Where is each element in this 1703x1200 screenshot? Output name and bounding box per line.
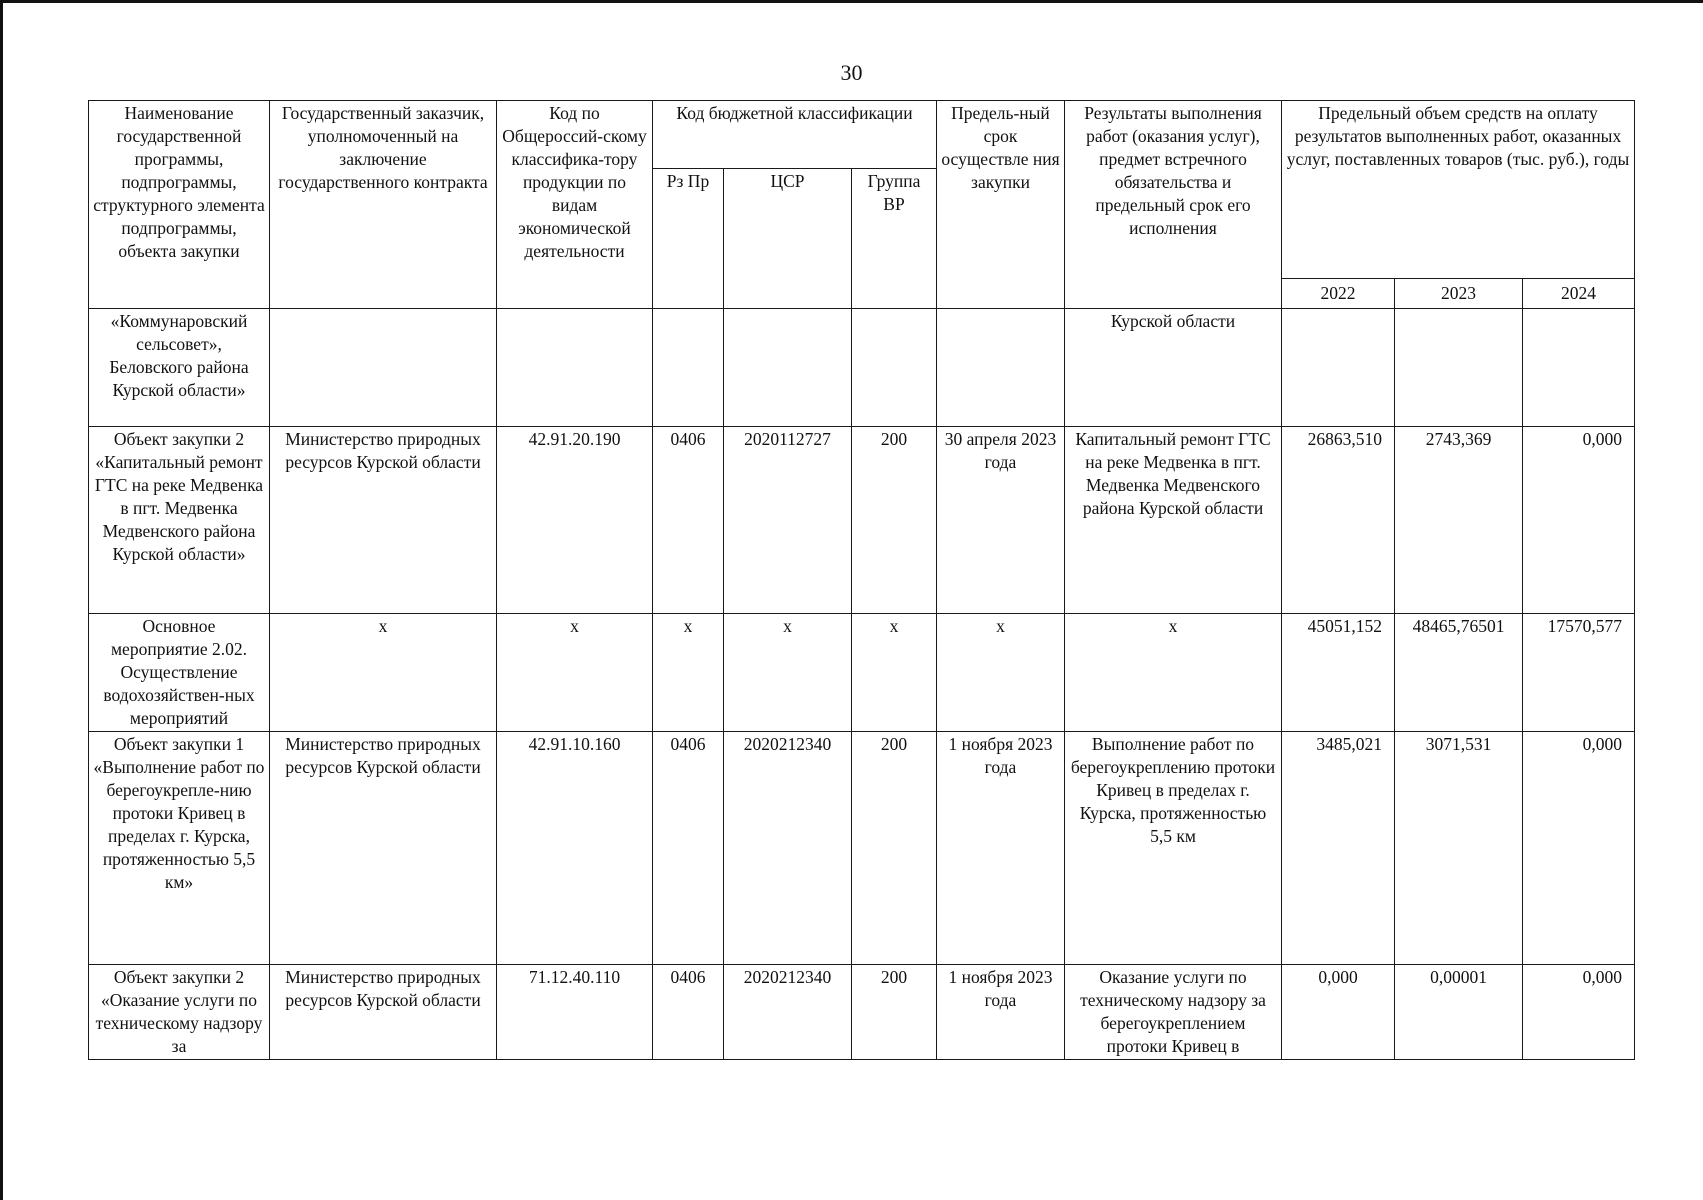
header-csr: ЦСР	[724, 169, 852, 309]
cell-okpd	[497, 309, 653, 427]
cell-name: «Коммунаровский сельсовет», Беловского района Курской области»	[89, 309, 270, 427]
cell-2024: 0,000	[1523, 732, 1635, 965]
table-row	[89, 732, 1635, 965]
cell-okpd: х	[497, 614, 653, 732]
cell-name: Основное мероприятие 2.02. Осуществление водохозяйствен-ных мероприятий	[89, 614, 270, 732]
header-name: Наименование государственной программы, подпрограммы, структурного элемента подпрограммы, объекта закупки	[89, 101, 270, 309]
cell-2022: 3485,021	[1282, 732, 1395, 965]
cell-2023: 0,00001	[1395, 965, 1523, 1060]
cell-2023: 48465,76501	[1395, 614, 1523, 732]
table-row	[89, 614, 1635, 732]
cell-2024: 17570,577	[1523, 614, 1635, 732]
cell-vr: 200	[852, 732, 937, 965]
table-row	[89, 309, 1635, 427]
cell-deadline: 30 апреля 2023 года	[937, 427, 1065, 614]
cell-results: Выполнение работ по берегоукреплению протоки Кривец в пределах г. Курска, протяженностью 5,5 км	[1065, 732, 1282, 965]
cell-vr: 200	[852, 965, 937, 1060]
cell-deadline	[937, 309, 1065, 427]
cell-okpd: 42.91.10.160	[497, 732, 653, 965]
cell-2024	[1523, 309, 1635, 427]
cell-rzpr: 0406	[653, 732, 724, 965]
cell-2022	[1282, 309, 1395, 427]
header-rzpr: Рз Пр	[653, 169, 724, 309]
cell-customer: Министерство природных ресурсов Курской области	[270, 427, 497, 614]
cell-rzpr: х	[653, 614, 724, 732]
cell-2022: 45051,152	[1282, 614, 1395, 732]
cell-2023: 3071,531	[1395, 732, 1523, 965]
cell-name: Объект закупки 1 «Выполнение работ по берегоукрепле-нию протоки Кривец в пределах г. Курска, протяженностью 5,5 км»	[89, 732, 270, 965]
header-customer: Государственный заказчик, уполномоченный на заключение государственного контракта	[270, 101, 497, 309]
scan-border-left	[0, 0, 3, 1200]
cell-2023	[1395, 309, 1523, 427]
procurement-table	[88, 100, 1635, 1060]
cell-customer	[270, 309, 497, 427]
cell-name: Объект закупки 2 «Капитальный ремонт ГТС на реке Медвенка в пгт. Медвенка Медвенского района Курской области»	[89, 427, 270, 614]
cell-results: Капитальный ремонт ГТС на реке Медвенка в пгт. Медвенка Медвенского района Курской области	[1065, 427, 1282, 614]
cell-deadline: 1 ноября 2023 года	[937, 965, 1065, 1060]
header-okpd: Код по Общероссий-скому классифика-тору продукции по видам экономической деятельности	[497, 101, 653, 309]
cell-rzpr: 0406	[653, 965, 724, 1060]
cell-csr: 2020112727	[724, 427, 852, 614]
header-year-2024: 2024	[1523, 279, 1635, 309]
cell-okpd: 42.91.20.190	[497, 427, 653, 614]
cell-results: х	[1065, 614, 1282, 732]
scan-border-top	[0, 0, 1703, 3]
cell-csr: 2020212340	[724, 965, 852, 1060]
cell-csr: 2020212340	[724, 732, 852, 965]
cell-okpd: 71.12.40.110	[497, 965, 653, 1060]
cell-vr	[852, 309, 937, 427]
cell-2024: 0,000	[1523, 965, 1635, 1060]
cell-deadline: х	[937, 614, 1065, 732]
cell-customer: Министерство природных ресурсов Курской области	[270, 965, 497, 1060]
header-results: Результаты выполнения работ (оказания услуг), предмет встречного обязательства и предельный срок его исполнения	[1065, 101, 1282, 309]
cell-customer: х	[270, 614, 497, 732]
table-row	[89, 427, 1635, 614]
cell-results: Оказание услуги по техническому надзору за берегоукреплением протоки Кривец в	[1065, 965, 1282, 1060]
cell-deadline: 1 ноября 2023 года	[937, 732, 1065, 965]
cell-rzpr	[653, 309, 724, 427]
cell-2022: 0,000	[1282, 965, 1395, 1060]
cell-name: Объект закупки 2 «Оказание услуги по техническому надзору за	[89, 965, 270, 1060]
cell-2023: 2743,369	[1395, 427, 1523, 614]
cell-2024: 0,000	[1523, 427, 1635, 614]
table-row	[89, 965, 1635, 1060]
header-year-2022: 2022	[1282, 279, 1395, 309]
page-number: 30	[840, 60, 863, 85]
header-vr: Группа ВР	[852, 169, 937, 309]
cell-customer: Министерство природных ресурсов Курской области	[270, 732, 497, 965]
cell-results: Курской области	[1065, 309, 1282, 427]
header-funding: Предельный объем средств на оплату результатов выполненных работ, оказанных услуг, поставленных товаров (тыс. руб.), годы	[1282, 101, 1635, 279]
header-deadline: Предель-ный срок осуществле ния закупки	[937, 101, 1065, 309]
cell-rzpr: 0406	[653, 427, 724, 614]
header-kbk: Код бюджетной классификации	[653, 101, 937, 169]
cell-2022: 26863,510	[1282, 427, 1395, 614]
cell-vr: х	[852, 614, 937, 732]
cell-csr: х	[724, 614, 852, 732]
cell-csr	[724, 309, 852, 427]
header-year-2023: 2023	[1395, 279, 1523, 309]
cell-vr: 200	[852, 427, 937, 614]
